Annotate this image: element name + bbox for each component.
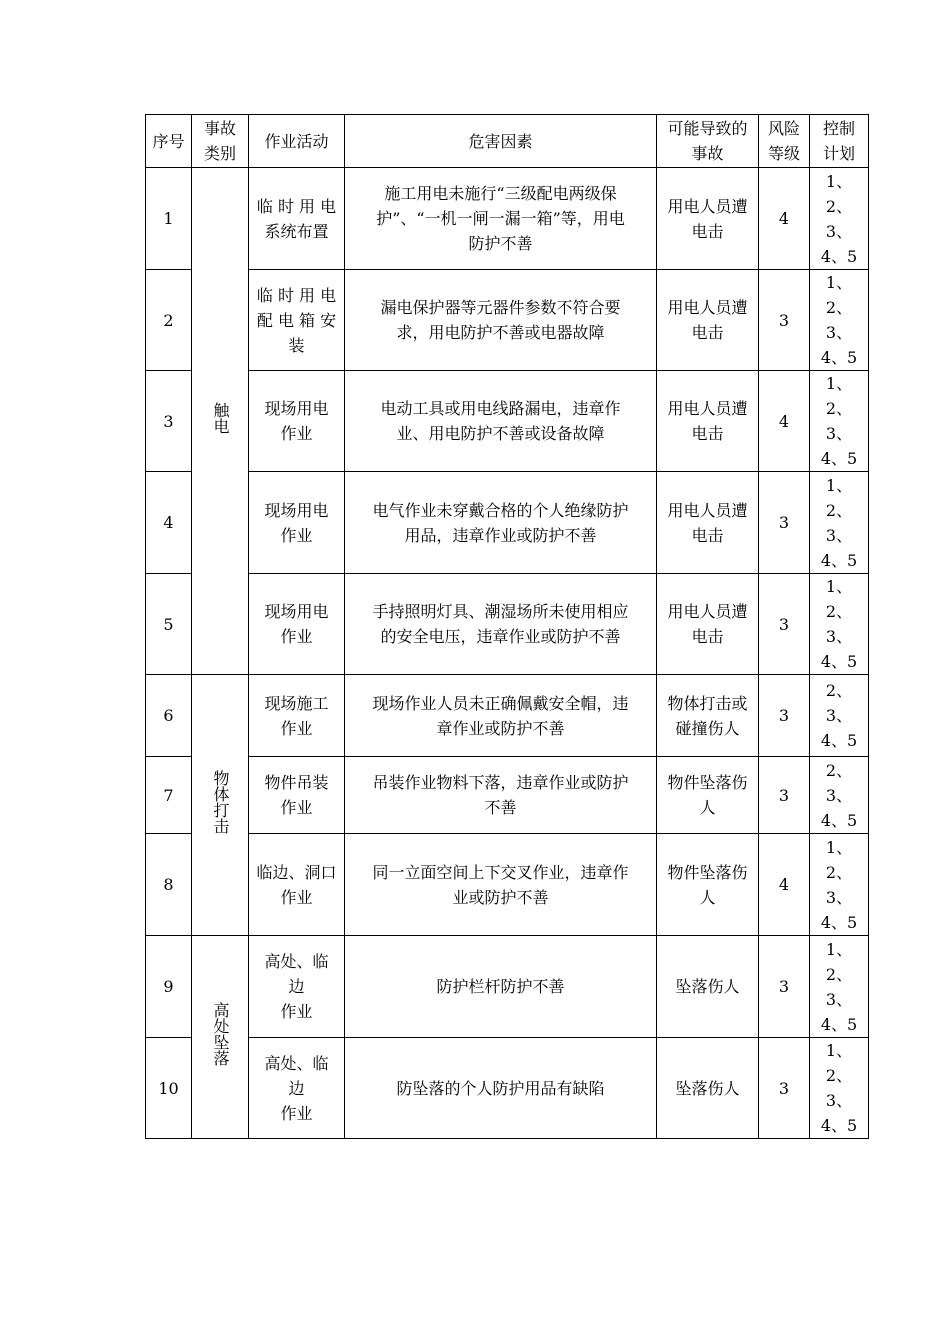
activity-line: 高处、临 bbox=[264, 952, 329, 971]
hazard-line: 现场作业人员未正确佩戴安全帽，违 bbox=[372, 693, 629, 713]
category-fall bbox=[192, 936, 249, 1139]
table-row bbox=[146, 270, 869, 371]
row-number: 2 bbox=[146, 270, 192, 371]
table-row bbox=[146, 936, 869, 1038]
table-row bbox=[146, 574, 869, 675]
accident-cell bbox=[657, 675, 759, 757]
header-no: 序号 bbox=[146, 115, 192, 168]
hazard-line: 用品，违章作业或防护不善 bbox=[404, 525, 597, 545]
activity-line: 作业 bbox=[280, 887, 313, 907]
risk-level: 4 bbox=[759, 834, 810, 936]
control-plan-line: 3、 bbox=[825, 989, 853, 1009]
hazard-line: 防坠落的个人防护用品有缺陷 bbox=[396, 1078, 605, 1098]
activity-cell bbox=[249, 834, 345, 936]
accident-cell bbox=[657, 371, 759, 472]
header-control-line: 控制 bbox=[822, 119, 855, 138]
accident-line: 电击 bbox=[691, 221, 724, 241]
control-plan-line: 4、5 bbox=[820, 912, 858, 932]
row-number: 5 bbox=[146, 574, 192, 675]
accident-cell bbox=[657, 834, 759, 936]
control-plan-cell bbox=[810, 472, 869, 574]
activity-line: 系统布置 bbox=[264, 221, 329, 241]
accident-line: 用电人员遭 bbox=[667, 298, 748, 317]
activity-line: 作业 bbox=[280, 1103, 313, 1123]
control-plan-cell bbox=[810, 1038, 869, 1139]
activity-cell bbox=[249, 574, 345, 675]
header-accident-line: 可能导致的 bbox=[667, 119, 748, 138]
header-category-line: 类别 bbox=[203, 144, 236, 163]
hazard-line: 漏电保护器等元器件参数不符合要 bbox=[380, 298, 621, 317]
hazard-cell bbox=[345, 1038, 657, 1139]
control-plan-line: 3、 bbox=[825, 785, 853, 805]
hazard-line: 求，用电防护不善或电器故障 bbox=[396, 323, 605, 342]
risk-level: 3 bbox=[759, 574, 810, 675]
accident-cell bbox=[657, 574, 759, 675]
control-plan-line: 1、 bbox=[825, 837, 853, 857]
accident-cell bbox=[657, 472, 759, 574]
control-plan-line: 3、 bbox=[825, 706, 853, 725]
table-row bbox=[146, 168, 869, 270]
activity-cell bbox=[249, 371, 345, 472]
hazard-line: 吊装作业物料下落，违章作业或防护 bbox=[372, 773, 629, 792]
activity-cell bbox=[249, 472, 345, 574]
hazard-line: 不善 bbox=[484, 798, 517, 817]
activity-line: 配 电 箱 安 bbox=[256, 310, 337, 330]
control-plan-line: 4、5 bbox=[820, 652, 858, 671]
activity-line: 临 时 用 电 bbox=[256, 196, 337, 216]
control-plan-line: 4、5 bbox=[820, 246, 858, 266]
control-plan-line: 2、 bbox=[825, 298, 853, 317]
activity-cell bbox=[249, 757, 345, 834]
accident-line: 电击 bbox=[691, 627, 724, 646]
accident-line: 坠落伤人 bbox=[675, 977, 740, 996]
accident-line: 人 bbox=[699, 798, 716, 817]
activity-cell bbox=[249, 168, 345, 270]
activity-line: 作业 bbox=[280, 627, 313, 646]
control-plan-line: 3、 bbox=[825, 221, 853, 241]
hazard-line: 业、用电防护不善或设备故障 bbox=[396, 424, 605, 443]
hazard-cell bbox=[345, 757, 657, 834]
hazard-cell bbox=[345, 371, 657, 472]
activity-cell bbox=[249, 1038, 345, 1139]
control-plan-line: 4、5 bbox=[820, 550, 858, 570]
row-number: 3 bbox=[146, 371, 192, 472]
control-plan-line: 1、 bbox=[825, 374, 853, 393]
control-plan-line: 3、 bbox=[825, 887, 853, 907]
risk-level: 3 bbox=[759, 675, 810, 757]
accident-line: 物件坠落伤 bbox=[667, 862, 748, 882]
activity-cell bbox=[249, 936, 345, 1038]
hazard-cell bbox=[345, 834, 657, 936]
header-accident-line: 事故 bbox=[691, 144, 724, 163]
control-plan-cell bbox=[810, 270, 869, 371]
risk-level: 3 bbox=[759, 270, 810, 371]
control-plan-cell bbox=[810, 936, 869, 1038]
control-plan-line: 4、5 bbox=[820, 1116, 858, 1135]
hazard-line: 电动工具或用电线路漏电，违章作 bbox=[380, 399, 621, 418]
header-risk-line: 风险 bbox=[767, 119, 800, 138]
activity-line: 高处、临 bbox=[264, 1053, 329, 1073]
activity-line: 作业 bbox=[280, 798, 313, 817]
header-risk bbox=[759, 115, 810, 168]
activity-line: 现场用电 bbox=[264, 602, 329, 621]
activity-line: 边 bbox=[288, 977, 305, 996]
risk-level: 3 bbox=[759, 936, 810, 1038]
activity-line: 作业 bbox=[280, 718, 313, 738]
activity-line: 装 bbox=[288, 335, 305, 355]
control-plan-line: 3、 bbox=[825, 627, 853, 646]
control-plan-line: 2、 bbox=[825, 760, 853, 780]
header-control-line: 计划 bbox=[822, 144, 855, 163]
hazard-line: 同一立面空间上下交叉作业，违章作 bbox=[372, 862, 629, 882]
header-category-line: 事故 bbox=[203, 119, 236, 138]
accident-line: 用电人员遭 bbox=[667, 399, 748, 418]
accident-line: 物件坠落伤 bbox=[667, 773, 748, 792]
control-plan-line: 1、 bbox=[825, 939, 853, 959]
row-number: 9 bbox=[146, 936, 192, 1038]
control-plan-line: 4、5 bbox=[820, 1014, 858, 1034]
control-plan-line: 3、 bbox=[825, 525, 853, 545]
activity-line: 作业 bbox=[280, 525, 313, 545]
control-plan-line: 4、5 bbox=[820, 810, 858, 830]
accident-line: 碰撞伤人 bbox=[675, 718, 740, 738]
hazard-line: 手持照明灯具、潮湿场所未使用相应 bbox=[372, 602, 629, 621]
control-plan-line: 1、 bbox=[825, 273, 853, 292]
accident-line: 用电人员遭 bbox=[667, 500, 748, 520]
accident-cell bbox=[657, 168, 759, 270]
risk-level: 3 bbox=[759, 757, 810, 834]
hazard-cell bbox=[345, 270, 657, 371]
control-plan-line: 2、 bbox=[825, 399, 853, 418]
table-row bbox=[146, 472, 869, 574]
control-plan-cell bbox=[810, 168, 869, 270]
table-row bbox=[146, 675, 869, 757]
header-control bbox=[810, 115, 869, 168]
activity-cell bbox=[249, 270, 345, 371]
risk-level: 3 bbox=[759, 472, 810, 574]
header-hazard: 危害因素 bbox=[345, 115, 657, 168]
control-plan-line: 2、 bbox=[825, 602, 853, 621]
control-plan-line: 3、 bbox=[825, 424, 853, 443]
table-row bbox=[146, 834, 869, 936]
header-row bbox=[146, 115, 869, 168]
hazard-cell bbox=[345, 675, 657, 757]
control-plan-cell bbox=[810, 371, 869, 472]
activity-line: 物件吊装 bbox=[264, 773, 329, 792]
row-number: 10 bbox=[146, 1038, 192, 1139]
category-label: 高处坠落 bbox=[211, 1001, 230, 1066]
control-plan-line: 4、5 bbox=[820, 731, 858, 750]
accident-line: 坠落伤人 bbox=[675, 1078, 740, 1098]
hazard-cell bbox=[345, 472, 657, 574]
control-plan-cell bbox=[810, 675, 869, 757]
activity-line: 临边、洞口 bbox=[256, 862, 337, 882]
hazard-line: 业或防护不善 bbox=[452, 887, 549, 907]
control-plan-line: 2、 bbox=[825, 862, 853, 882]
risk-level: 3 bbox=[759, 1038, 810, 1139]
activity-line: 现场施工 bbox=[264, 693, 329, 713]
control-plan-line: 3、 bbox=[825, 1091, 853, 1110]
hazard-line: 防护不善 bbox=[468, 234, 533, 253]
control-plan-cell bbox=[810, 834, 869, 936]
table-row bbox=[146, 757, 869, 834]
activity-cell bbox=[249, 675, 345, 757]
accident-cell bbox=[657, 757, 759, 834]
row-number: 7 bbox=[146, 757, 192, 834]
hazard-line: 防护栏杆防护不善 bbox=[436, 977, 565, 996]
accident-cell bbox=[657, 936, 759, 1038]
activity-line: 现场用电 bbox=[264, 500, 329, 520]
header-category bbox=[192, 115, 249, 168]
activity-line: 现场用电 bbox=[264, 399, 329, 418]
category-electric bbox=[192, 168, 249, 675]
control-plan-line: 2、 bbox=[825, 964, 853, 984]
control-plan-cell bbox=[810, 757, 869, 834]
control-plan-line: 2、 bbox=[825, 500, 853, 520]
accident-line: 用电人员遭 bbox=[667, 602, 748, 621]
activity-line: 临 时 用 电 bbox=[256, 285, 337, 305]
hazard-line: 的安全电压，违章作业或防护不善 bbox=[380, 627, 621, 646]
header-accident bbox=[657, 115, 759, 168]
accident-line: 人 bbox=[699, 887, 716, 907]
risk-level: 4 bbox=[759, 168, 810, 270]
hazard-cell bbox=[345, 936, 657, 1038]
accident-cell bbox=[657, 1038, 759, 1139]
hazard-cell bbox=[345, 574, 657, 675]
hazard-line: 章作业或防护不善 bbox=[436, 718, 565, 738]
accident-line: 物体打击或 bbox=[667, 693, 748, 713]
accident-line: 用电人员遭 bbox=[667, 196, 748, 216]
hazard-line: 施工用电未施行“三级配电两级保 bbox=[384, 184, 617, 203]
control-plan-line: 2、 bbox=[825, 1066, 853, 1085]
category-strike bbox=[192, 675, 249, 936]
header-activity: 作业活动 bbox=[249, 115, 345, 168]
control-plan-line: 1、 bbox=[825, 1041, 853, 1060]
row-number: 8 bbox=[146, 834, 192, 936]
hazard-line: 电气作业未穿戴合格的个人绝缘防护 bbox=[372, 500, 629, 520]
activity-line: 作业 bbox=[280, 1002, 313, 1021]
control-plan-line: 4、5 bbox=[820, 348, 858, 367]
control-plan-line: 1、 bbox=[825, 171, 853, 191]
control-plan-line: 1、 bbox=[825, 475, 853, 495]
control-plan-cell bbox=[810, 574, 869, 675]
accident-line: 电击 bbox=[691, 424, 724, 443]
accident-cell bbox=[657, 270, 759, 371]
row-number: 6 bbox=[146, 675, 192, 757]
category-label: 触电 bbox=[211, 401, 230, 434]
control-plan-line: 2、 bbox=[825, 681, 853, 700]
table-row bbox=[146, 1038, 869, 1139]
accident-line: 电击 bbox=[691, 323, 724, 342]
category-label: 物体打击 bbox=[211, 769, 230, 834]
row-number: 4 bbox=[146, 472, 192, 574]
accident-line: 电击 bbox=[691, 525, 724, 545]
hazard-line: 护”、“一机一闸一漏一箱”等，用电 bbox=[376, 209, 625, 228]
control-plan-line: 2、 bbox=[825, 196, 853, 216]
hazard-cell bbox=[345, 168, 657, 270]
control-plan-line: 3、 bbox=[825, 323, 853, 342]
row-number: 1 bbox=[146, 168, 192, 270]
table-row bbox=[146, 371, 869, 472]
activity-line: 作业 bbox=[280, 424, 313, 443]
risk-assessment-table bbox=[145, 114, 869, 1139]
activity-line: 边 bbox=[288, 1078, 305, 1098]
header-risk-line: 等级 bbox=[767, 144, 800, 163]
risk-level: 4 bbox=[759, 371, 810, 472]
control-plan-line: 4、5 bbox=[820, 449, 858, 468]
control-plan-line: 1、 bbox=[825, 577, 853, 596]
